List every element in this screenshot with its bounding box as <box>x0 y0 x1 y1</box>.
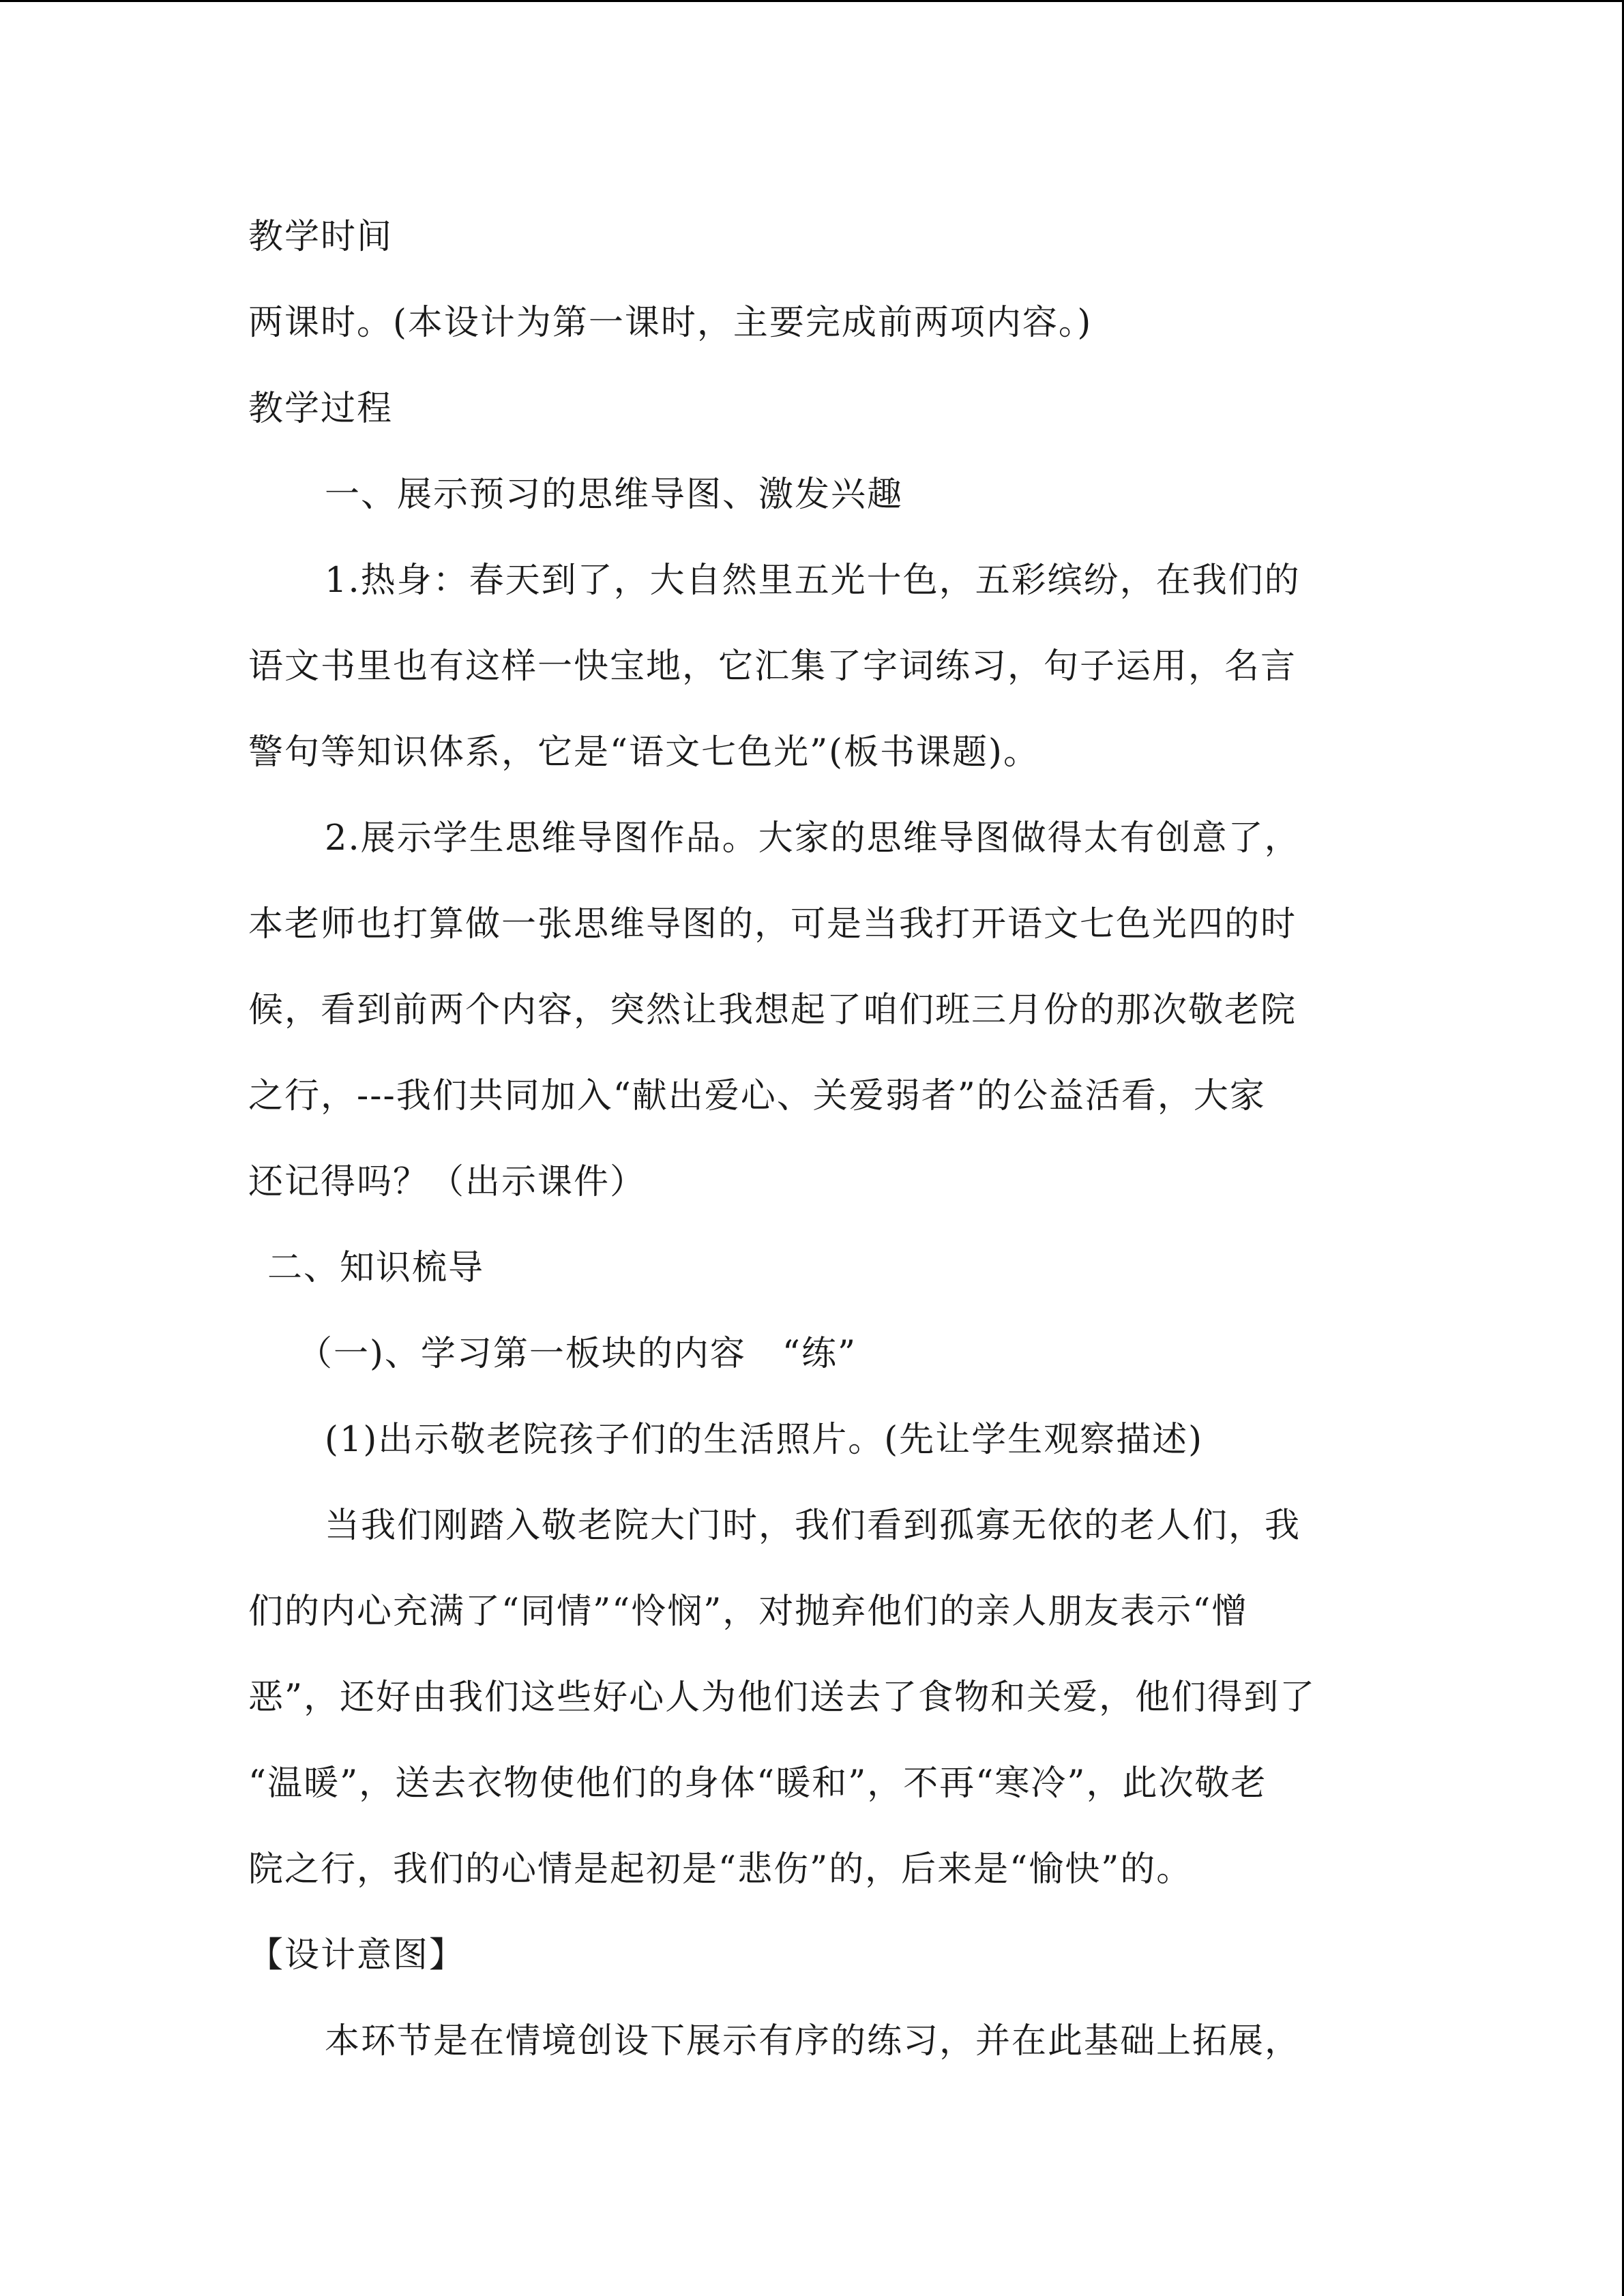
paragraph-line: 2.展示学生思维导图作品。大家的思维导图做得太有创意了， <box>325 818 1301 859</box>
paragraph-line: 之行，---我们共同加入“献出爱心、关爱弱者”的公益活看，大家 <box>248 1076 1266 1116</box>
design-intent-heading: 【设计意图】 <box>248 1935 466 1976</box>
paragraph-line: 语文书里也有这样一快宝地，它汇集了字词练习，句子运用，名言 <box>248 646 1297 687</box>
paragraph-line: 当我们刚踏入敬老院大门时，我们看到孤寡无依的老人们，我 <box>325 1506 1301 1546</box>
section-heading-one: 一、展示预习的思维导图、激发兴趣 <box>325 475 904 515</box>
paragraph-line: 恶”，还好由我们这些好心人为他们送去了食物和关爱，他们得到了 <box>248 1678 1316 1718</box>
subsection-heading: （一)、学习第一板块的内容 “练” <box>297 1334 857 1374</box>
document-page <box>248 194 1381 2085</box>
paragraph-line: “温暖”，送去衣物使他们的身体“暖和”，不再“寒冷”，此次敬老 <box>248 1763 1267 1804</box>
paragraph-line: (1)出示敬老院孩子们的生活照片。(先让学生观察描述) <box>325 1420 1204 1460</box>
paragraph-line: 院之行，我们的心情是起初是“悲伤”的，后来是“愉快”的。 <box>248 1849 1193 1890</box>
paragraph-line: 还记得吗？（出示课件） <box>248 1162 647 1202</box>
paragraph-line: 们的内心充满了“同情”“怜悯”，对抛弃他们的亲人朋友表示“憎 <box>248 1592 1248 1632</box>
heading-teaching-time: 教学时间 <box>248 217 394 257</box>
paragraph-line: 候，看到前两个内容，突然让我想起了咱们班三月份的那次敬老院 <box>248 990 1297 1030</box>
paragraph-line: 本老师也打算做一张思维导图的，可是当我打开语文七色光四的时 <box>248 904 1297 944</box>
paragraph-line: 警句等知识体系，它是“语文七色光”(板书课题)。 <box>248 732 1039 773</box>
paragraph-line: 本环节是在情境创设下展示有序的练习，并在此基础上拓展， <box>325 2021 1301 2061</box>
page-top-border <box>0 0 1624 2</box>
section-heading-two: 二、知识梳导 <box>267 1248 485 1288</box>
heading-teaching-process: 教学过程 <box>248 389 394 429</box>
paragraph-line: 1.热身：春天到了，大自然里五光十色，五彩缤纷，在我们的 <box>325 561 1301 601</box>
paragraph-line: 两课时。(本设计为第一课时，主要完成前两项内容。) <box>248 303 1093 343</box>
